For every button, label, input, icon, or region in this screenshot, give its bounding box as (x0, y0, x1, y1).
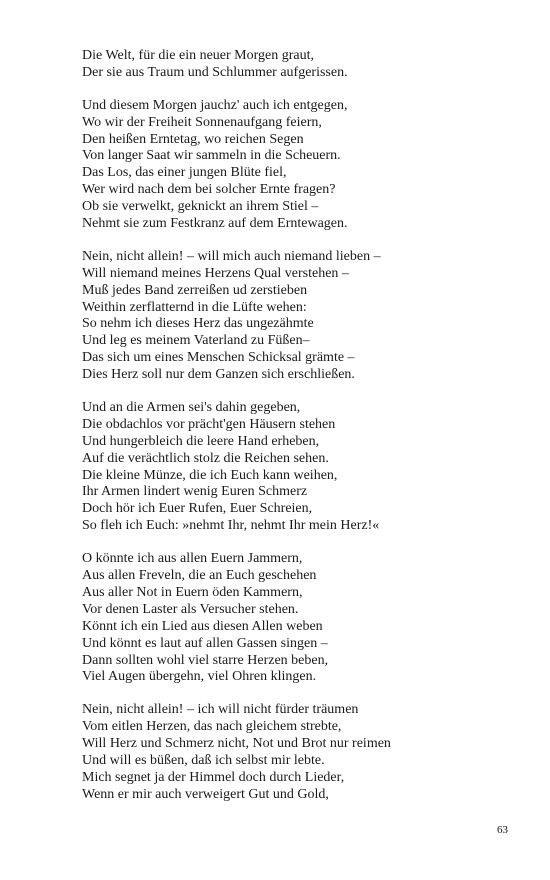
poem-line: Vor denen Laster als Versucher stehen. (82, 601, 299, 617)
poem-line: Die kleine Münze, die ich Euch kann weihen, (82, 467, 338, 483)
poem-line: Das sich um eines Menschen Schicksal grämte – (82, 350, 355, 366)
poem-line: Die obdachlos vor prächt'gen Häusern stehen (82, 416, 336, 432)
poem-line: Wer wird nach dem bei solcher Ernte fragen? (82, 182, 336, 198)
poem-line: Dies Herz soll nur dem Ganzen sich erschließen. (82, 367, 355, 383)
poem-line: Das Los, das einer jungen Blüte fiel, (82, 165, 287, 181)
poem-line: Doch hör ich Euer Rufen, Euer Schreien, (82, 501, 313, 517)
poem-line: Nein, nicht allein! – ich will nicht fürder träumen (82, 702, 359, 718)
poem-line: Nehmt sie zum Festkranz auf dem Erntewagen. (82, 216, 348, 232)
stanza-6 (82, 702, 522, 803)
poem-line: Viel Augen übergehn, viel Ohren klingen. (82, 669, 317, 685)
poem-line: Wo wir der Freiheit Sonnenaufgang feiern, (82, 114, 322, 130)
stanza-4 (82, 400, 522, 535)
page-number: 63 (497, 824, 508, 836)
poem-line: Weithin zerflatternd in die Lüfte wehen: (82, 299, 307, 315)
poem-text (82, 48, 522, 820)
poem-line: Nein, nicht allein! – will mich auch niemand lieben – (82, 248, 381, 264)
poem-line: Könnt ich ein Lied aus diesen Allen weben (82, 618, 323, 634)
stanza-3 (82, 249, 522, 384)
poem-line: So fleh ich Euch: »nehmt Ihr, nehmt Ihr mein Herz!« (82, 518, 380, 534)
poem-line: Und hungerbleich die leere Hand erheben, (82, 433, 320, 449)
poem-line: Muß jedes Band zerreißen ud zerstieben (82, 282, 308, 298)
poem-line: Die Welt, für die ein neuer Morgen graut, (82, 48, 315, 63)
poem-line: Und könnt es laut auf allen Gassen singen – (82, 635, 328, 651)
poem-line: Will niemand meines Herzens Qual verstehen – (82, 265, 349, 281)
poem-line: Und leg es meinem Vaterland zu Füßen– (82, 333, 310, 349)
poem-line: Aus allen Freveln, die an Euch geschehen (82, 568, 317, 584)
poem-line: Und an die Armen sei's dahin gegeben, (82, 400, 301, 416)
poem-line: Vom eitlen Herzen, das nach gleichem strebte, (82, 719, 342, 735)
poem-line: Den heißen Erntetag, wo reichen Segen (82, 131, 304, 147)
poem-line: O könnte ich aus allen Euern Jammern, (82, 551, 303, 567)
poem-line: Mich segnet ja der Himmel doch durch Lieder, (82, 769, 345, 785)
poem-line: Und diesem Morgen jauchz' auch ich entgegen, (82, 97, 348, 113)
poem-line: Dann sollten wohl viel starre Herzen beben, (82, 652, 329, 668)
poem-line: Aus aller Not in Euern öden Kammern, (82, 584, 303, 600)
poem-line: Auf die verächtlich stolz die Reichen sehen. (82, 450, 329, 466)
poem-line: Und will es büßen, daß ich selbst mir lebte. (82, 752, 325, 768)
poem-line: Ob sie verwelkt, geknickt an ihrem Stiel – (82, 199, 319, 215)
poem-line: Will Herz und Schmerz nicht, Not und Brot nur reimen (82, 736, 391, 752)
poem-line: Ihr Armen lindert wenig Euren Schmerz (82, 484, 308, 500)
poem-line: Der sie aus Traum und Schlummer aufgerissen. (82, 64, 348, 80)
poem-line: Von langer Saat wir sammeln in die Scheuern. (82, 148, 341, 164)
poem-line: So nehm ich dieses Herz das ungezähmte (82, 316, 314, 332)
stanza-5 (82, 551, 522, 686)
stanza-1 (82, 48, 522, 82)
poem-line: Wenn er mir auch verweigert Gut und Gold, (82, 786, 329, 802)
stanza-2 (82, 98, 522, 233)
